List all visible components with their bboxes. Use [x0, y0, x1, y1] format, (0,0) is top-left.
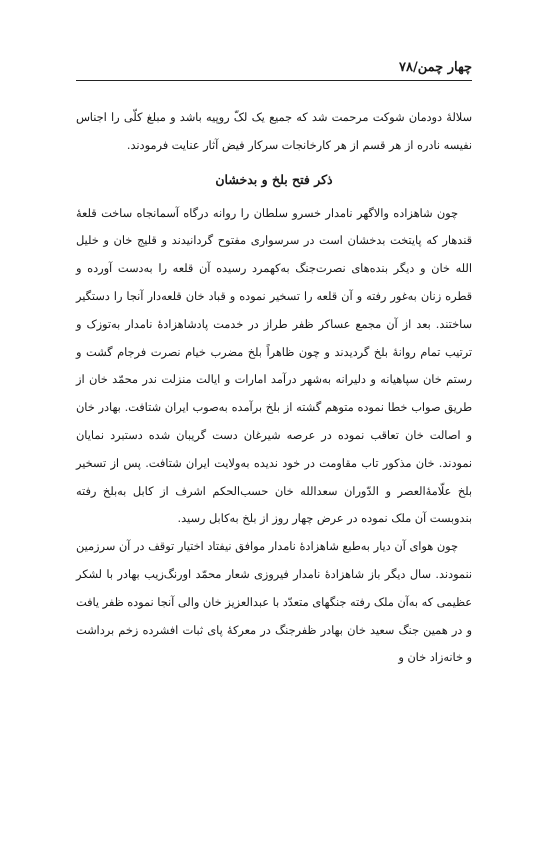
paragraph-2: چون شاهزاده والاگهر نامدار خسرو سلطان را روانه درگاه آسمانجاه ساخت قلعهٔ قندهار که پایتخت بدخشان است در سرسواری مفتوح گردانیدند و قلیج خان و خلیل الله خان و دیگر بنده‌های نصرت‌جنگ به‌کهمرد رسیده آن قلعه را به‌دست آورده و قطره زنان به‌غور رفته و آن قلعه را تسخیر نموده و قباد خان قلعه‌دار آنجا را دستگیر ساختند. بعد از آن مجمع عساکر ظفر طراز در خدمت پادشاهزادهٔ نامدار به‌توزک و ترتیب تمام روانهٔ بلخ گردیدند و چون ظاهراً بلخ مضرب خیام نصرت فرجام گشت و رستم خان سپاهیانه و دلیرانه به‌شهر درآمد امارات و ایالت منزلت ندر محمّد خان از طریق صواب خطا نموده متوهم گشته از بلخ برآمده به‌صوب ایران شتافت. بهادر خان و اصالت خان تعاقب نموده در عرصه شیرغان دست گریبان شده دستبرد نمایان نمودند. خان مذکور تاب مقاومت در خود ندیده به‌ولایت ایران شتافت. پس از تسخیر بلخ علّامهٔ‌العصر و الدّوران سعدالله خان حسب‌الحکم اشرف از کابل به‌بلخ رفته بندوبست آن ملک نموده در عرض چهار روز از بلخ به‌کابل رسید.: [76, 206, 472, 526]
paragraph-1: سلالهٔ دودمان شوکت مرحمت شد که جمیع یک لکّ روپیه باشد و مبلغ کلّی را اجناس نفیسه نادره از هر قسم از هر کارخانجات سرکار فیض آثار عنایت فرمودند.: [76, 111, 472, 152]
running-head: چهار چمن/۷۸: [76, 58, 472, 81]
document-page: [76, 0, 472, 858]
body-text: [76, 104, 472, 672]
section-heading: ذکر فتح بلخ و بدخشان: [215, 171, 333, 187]
paragraph-3: چون هوای آن دیار به‌طبع شاهزادهٔ نامدار موافق نیفتاد اختیار توقف در آن سرزمین ننمودند. سال دیگر باز شاهزادهٔ نامدار فیروزی شعار محمّد اورنگ‌زیب بهادر با لشکر عظیمی که به‌آن ملک رفته جنگهای متعدّد با عبدالعزیز خان والی آنجا نموده ظفر یافت و در همین جنگ سعید خان بهادر ظفرجنگ در معرکهٔ پای ثبات افشرده زخم برداشت و خانه‌زاد خان و: [76, 540, 472, 665]
